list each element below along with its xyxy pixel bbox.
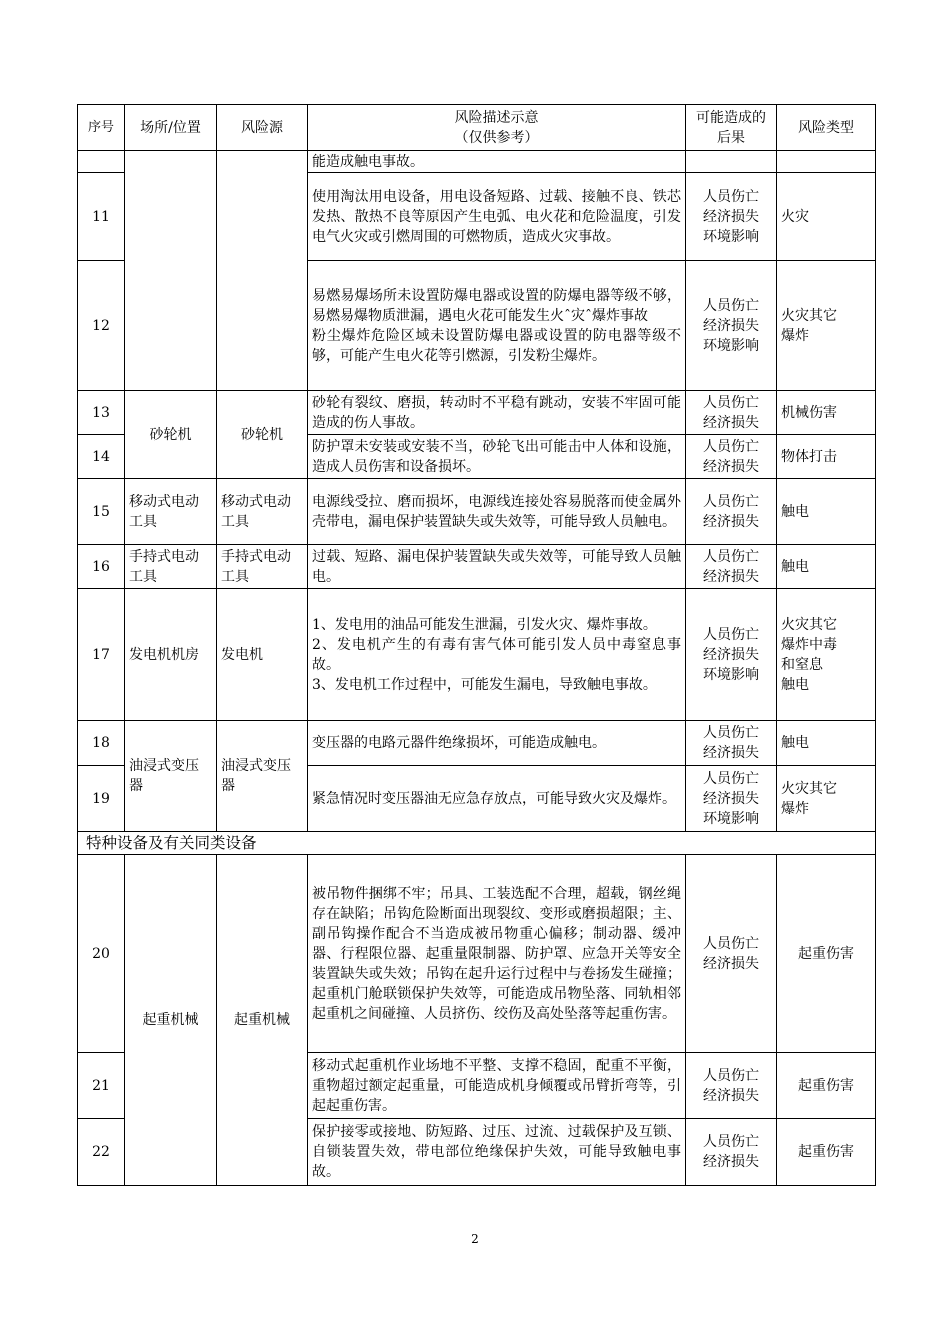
source-cell: 手持式电动工具 xyxy=(217,545,308,589)
description-cell: 过载、短路、漏电保护装置缺失或失效等，可能导致人员触电。 xyxy=(308,545,686,589)
seq-cell: 15 xyxy=(78,479,125,545)
description-cell: 移动式起重机作业场地不平整、支撑不稳固，配重不平衡，重物超过额定起重量，可能造成机身倾覆或吊臂折弯等，引起起重伤害。 xyxy=(308,1053,686,1119)
type-cell xyxy=(777,151,876,173)
seq-cell: 17 xyxy=(78,589,125,721)
description-cell: 易燃易爆场所未设置防爆电器或设置的防爆电器等级不够，易燃易爆物质泄漏，遇电火花可能发生火ˆ灾ˆ爆炸事故 粉尘爆炸危险区域未设置防爆电器或设置的防电器等级不够，可能产生电火花等引燃源，引发粉尘爆炸。 xyxy=(308,261,686,391)
type-cell: 火灾其它 爆炸 xyxy=(777,261,876,391)
table-row xyxy=(78,151,876,173)
header-source: 风险源 xyxy=(217,105,308,151)
page-number: 2 xyxy=(471,1232,479,1246)
description-cell: 1、发电用的油品可能发生泄漏，引发火灾、爆炸事故。 2、发电机产生的有毒有害气体可能引发人员中毒窒息事故。 3、发电机工作过程中，可能发生漏电，导致触电事故。 xyxy=(308,589,686,721)
type-cell: 起重伤害 xyxy=(777,855,876,1053)
location-cell xyxy=(125,151,217,391)
consequence-cell: 人员伤亡 经济损失 xyxy=(686,391,777,435)
header-location: 场所/位置 xyxy=(125,105,217,151)
location-cell: 手持式电动工具 xyxy=(125,545,217,589)
type-cell: 物体打击 xyxy=(777,435,876,479)
type-cell: 起重伤害 xyxy=(777,1053,876,1119)
seq-cell: 18 xyxy=(78,721,125,766)
table-row xyxy=(78,479,876,545)
source-cell xyxy=(217,151,308,391)
source-cell: 发电机 xyxy=(217,589,308,721)
consequence-cell: 人员伤亡 经济损失 xyxy=(686,435,777,479)
seq-cell: 20 xyxy=(78,855,125,1053)
consequence-cell xyxy=(686,151,777,173)
location-cell: 砂轮机 xyxy=(125,391,217,479)
consequence-cell: 人员伤亡 经济损失 xyxy=(686,479,777,545)
location-cell: 油浸式变压器 xyxy=(125,721,217,832)
consequence-cell: 人员伤亡 经济损失 xyxy=(686,545,777,589)
type-cell: 机械伤害 xyxy=(777,391,876,435)
consequence-cell: 人员伤亡 经济损失 xyxy=(686,721,777,766)
type-cell: 触电 xyxy=(777,721,876,766)
seq-cell: 16 xyxy=(78,545,125,589)
table-row xyxy=(78,391,876,435)
consequence-cell: 人员伤亡 经济损失 环境影响 xyxy=(686,261,777,391)
type-cell: 火灾 xyxy=(777,173,876,261)
description-cell: 能造成触电事故。 xyxy=(308,151,686,173)
header-description: 风险描述示意 （仅供参考） xyxy=(308,105,686,151)
seq-cell: 19 xyxy=(78,766,125,832)
seq-cell: 12 xyxy=(78,261,125,391)
consequence-cell: 人员伤亡 经济损失 环境影响 xyxy=(686,589,777,721)
location-cell: 发电机机房 xyxy=(125,589,217,721)
seq-cell: 22 xyxy=(78,1119,125,1186)
source-cell: 油浸式变压器 xyxy=(217,721,308,832)
consequence-cell: 人员伤亡 经济损失 xyxy=(686,1053,777,1119)
table-row xyxy=(78,721,876,766)
source-cell: 起重机械 xyxy=(217,855,308,1186)
seq-cell: 14 xyxy=(78,435,125,479)
section-title: 特种设备及有关同类设备 xyxy=(78,832,876,855)
type-cell: 触电 xyxy=(777,479,876,545)
header-consequence: 可能造成的后果 xyxy=(686,105,777,151)
description-cell: 防护罩未安装或安装不当，砂轮飞出可能击中人体和设施，造成人员伤害和设备损坏。 xyxy=(308,435,686,479)
description-cell: 砂轮有裂纹、磨损，转动时不平稳有跳动，安装不牢固可能造成的伤人事故。 xyxy=(308,391,686,435)
description-cell: 保护接零或接地、防短路、过压、过流、过载保护及互锁、自锁装置失效，带电部位绝缘保护失效，可能导致触电事故。 xyxy=(308,1119,686,1186)
header-row xyxy=(78,105,876,151)
header-seq: 序号 xyxy=(78,105,125,151)
seq-cell: 13 xyxy=(78,391,125,435)
consequence-cell: 人员伤亡 经济损失 xyxy=(686,855,777,1053)
type-cell: 火灾其它 爆炸 xyxy=(777,766,876,832)
header-type: 风险类型 xyxy=(777,105,876,151)
seq-cell: 11 xyxy=(78,173,125,261)
table-row xyxy=(78,545,876,589)
source-cell: 砂轮机 xyxy=(217,391,308,479)
description-cell: 被吊物件捆绑不牢；吊具、工装选配不合理，超载，钢丝绳存在缺陷；吊钩危险断面出现裂纹、变形或磨损超限；主、副吊钩操作配合不当造成被吊物重心偏移；制动器、缓冲器、行程限位器、起重量限制器、防护罩、应急开关等安全装置缺失或失效；吊钩在起升运行过程中与卷扬发生碰撞；起重机门舱联锁保护失效等，可能造成吊物坠落、同轨相邻起重机之间碰撞、人员挤伤、绞伤及高处坠落等起重伤害。 xyxy=(308,855,686,1053)
location-cell: 移动式电动工具 xyxy=(125,479,217,545)
description-cell: 变压器的电路元器件绝缘损坏，可能造成触电。 xyxy=(308,721,686,766)
consequence-cell: 人员伤亡 经济损失 环境影响 xyxy=(686,766,777,832)
table-row xyxy=(78,855,876,1053)
type-cell: 触电 xyxy=(777,545,876,589)
description-cell: 电源线受拉、磨而损坏，电源线连接处容易脱落而使金属外壳带电，漏电保护装置缺失或失效等，可能导致人员触电。 xyxy=(308,479,686,545)
risk-table xyxy=(77,104,876,1186)
description-cell: 紧急情况时变压器油无应急存放点，可能导致火灾及爆炸。 xyxy=(308,766,686,832)
consequence-cell: 人员伤亡 经济损失 xyxy=(686,1119,777,1186)
table-row xyxy=(78,589,876,721)
source-cell: 移动式电动工具 xyxy=(217,479,308,545)
seq-cell: 21 xyxy=(78,1053,125,1119)
section-row xyxy=(78,832,876,855)
type-cell: 火灾其它 爆炸中毒 和窒息 触电 xyxy=(777,589,876,721)
consequence-cell: 人员伤亡 经济损失 环境影响 xyxy=(686,173,777,261)
seq-cell xyxy=(78,151,125,173)
description-cell: 使用淘汰用电设备，用电设备短路、过载、接触不良、铁芯发热、散热不良等原因产生电弧、电火花和危险温度，引发电气火灾或引燃周围的可燃物质，造成火灾事故。 xyxy=(308,173,686,261)
type-cell: 起重伤害 xyxy=(777,1119,876,1186)
location-cell: 起重机械 xyxy=(125,855,217,1186)
